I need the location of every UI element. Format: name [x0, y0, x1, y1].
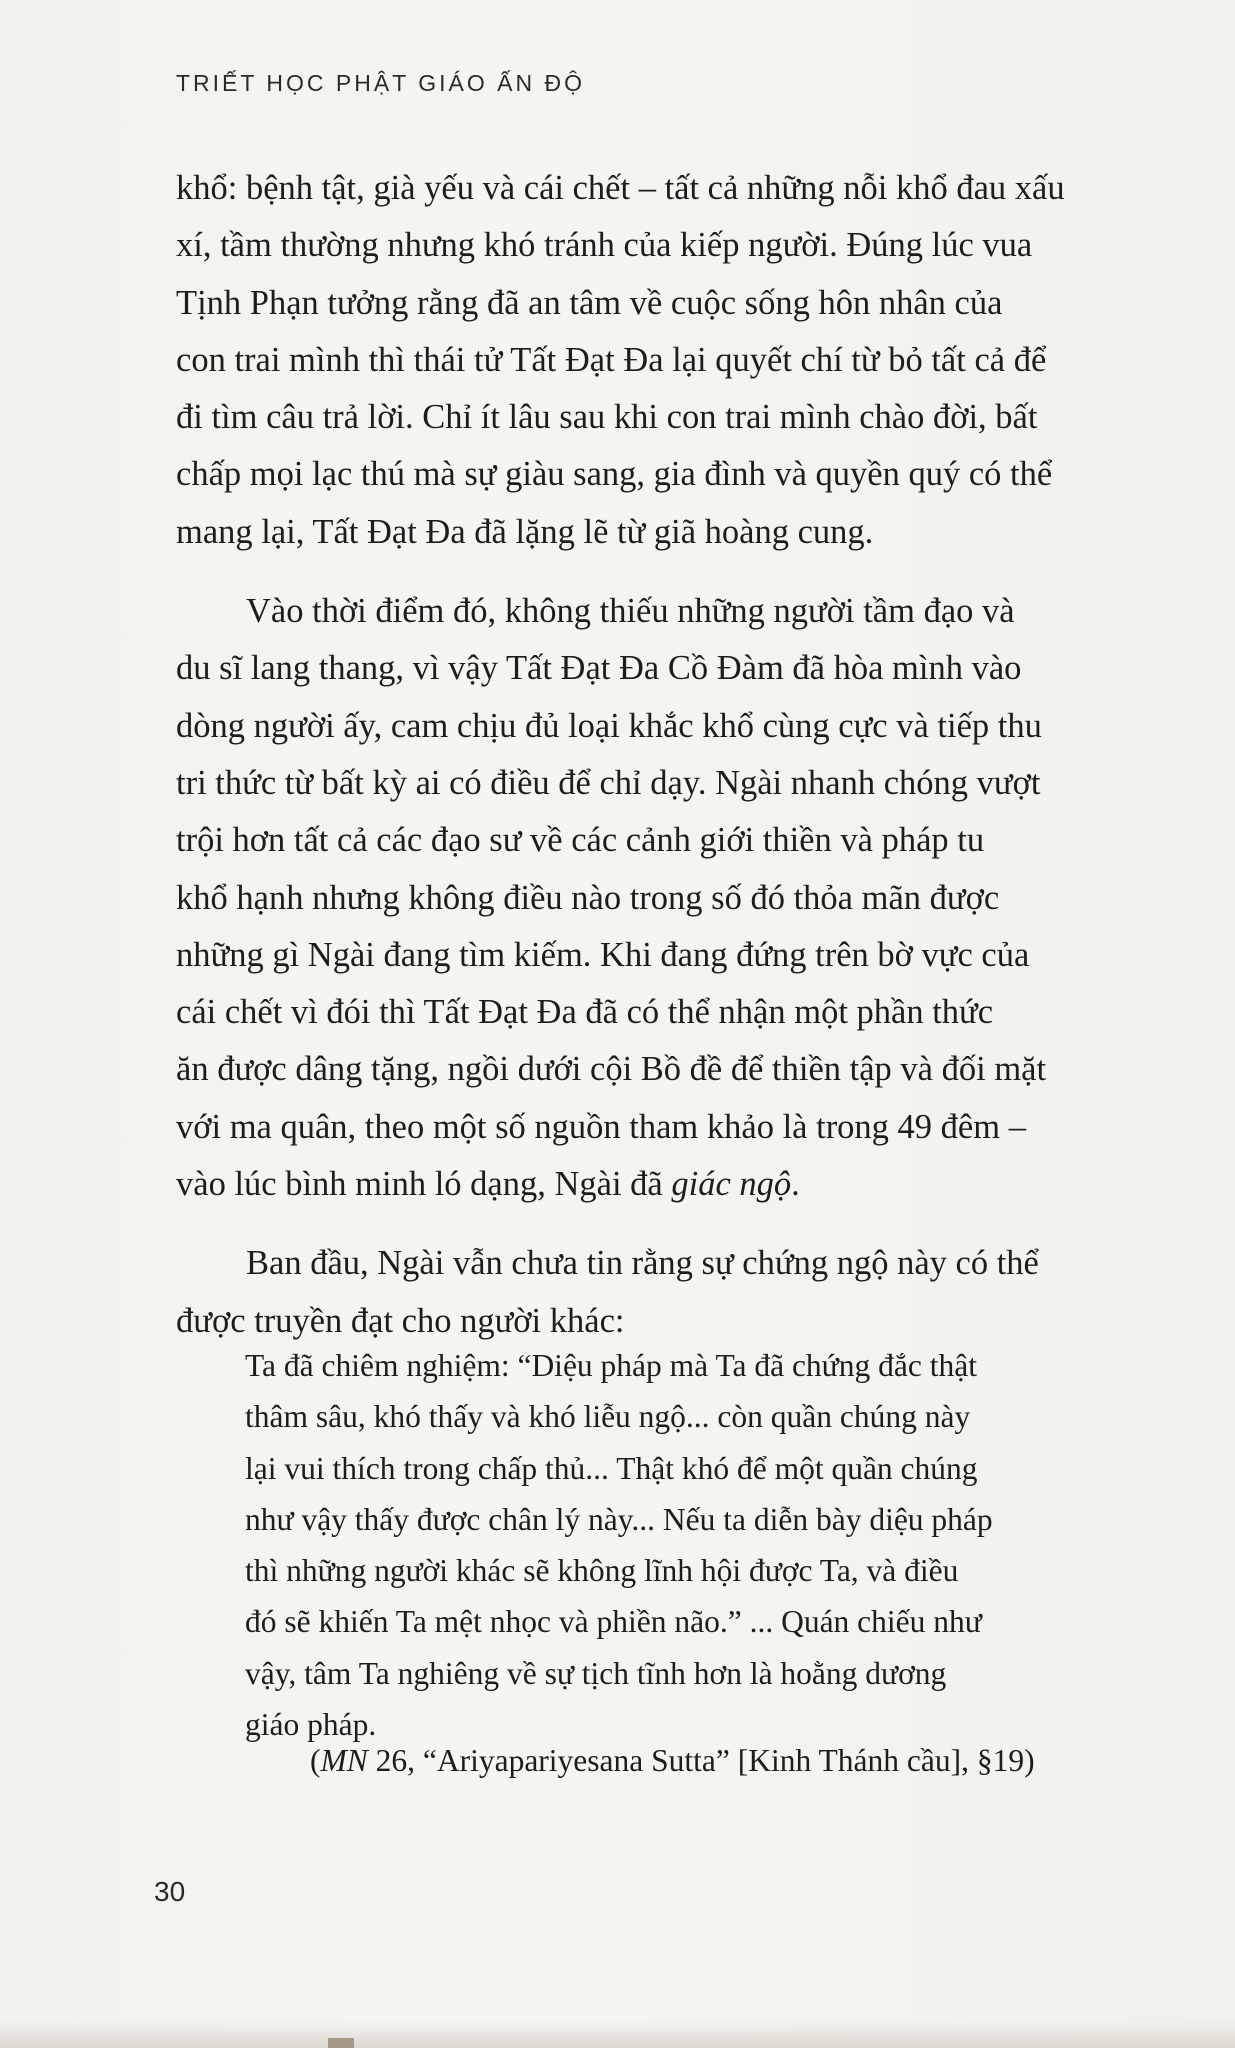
- bookmark-edge: [328, 2038, 354, 2048]
- text-line: con trai mình thì thái tử Tất Đạt Đa lại quyết chí từ bỏ tất cả để: [176, 340, 1047, 379]
- quote-line: giáo pháp.: [245, 1707, 377, 1743]
- text-line: với ma quân, theo một số nguồn tham khảo là trong 49 đêm –: [176, 1107, 1026, 1146]
- body-text: [176, 160, 1116, 1350]
- text-line: những gì Ngài đang tìm kiếm. Khi đang đứng trên bờ vực của: [176, 935, 1030, 974]
- text-run: .: [791, 1165, 800, 1204]
- quote-line: như vậy thấy được chân lý này... Nếu ta diễn bày diệu pháp: [245, 1501, 993, 1537]
- text-line: đi tìm câu trả lời. Chỉ ít lâu sau khi con trai mình chào đời, bất: [176, 398, 1038, 437]
- quote-line: đó sẽ khiến Ta mệt nhọc và phiền não.” ... Quán chiếu như: [245, 1604, 982, 1640]
- quote-citation: [310, 1743, 1035, 1779]
- quote-line: lại vui thích trong chấp thủ... Thật khó để một quần chúng: [245, 1450, 978, 1486]
- quote-line: vậy, tâm Ta nghiêng về sự tịch tĩnh hơn là hoằng dương: [245, 1655, 947, 1691]
- text-line: khổ hạnh nhưng không điều nào trong số đó thỏa mãn được: [176, 878, 1000, 917]
- citation-source: MN: [320, 1743, 368, 1778]
- running-header: TRIẾT HỌC PHẬT GIÁO ẤN ĐỘ: [176, 70, 585, 96]
- text-line: xí, tầm thường nhưng khó tránh của kiếp người. Đúng lúc vua: [176, 226, 1033, 265]
- quote-line: thâm sâu, khó thấy và khó liễu ngộ... còn quần chúng này: [245, 1399, 971, 1435]
- paragraph-1: [176, 160, 1116, 561]
- text-line: mang lại, Tất Đạt Đa đã lặng lẽ từ giã hoàng cung.: [176, 512, 874, 551]
- page-number: 30: [154, 1876, 186, 1907]
- text-line: khổ: bệnh tật, già yếu và cái chết – tất cả những nỗi khổ đau xấu: [176, 169, 1065, 207]
- text-line: dòng người ấy, cam chịu đủ loại khắc khổ cùng cực và tiếp thu: [176, 706, 1042, 745]
- italic-term: giác ngộ: [671, 1165, 792, 1204]
- text-line: ăn được dâng tặng, ngồi dưới cội Bồ đề để thiền tập và đối mặt: [176, 1050, 1047, 1089]
- text-line: trội hơn tất cả các đạo sư về các cảnh giới thiền và pháp tu: [176, 821, 985, 860]
- text-line-last: [176, 1156, 1116, 1213]
- paragraph-3: [176, 1235, 1116, 1350]
- text-line: chấp mọi lạc thú mà sự giàu sang, gia đình và quyền quý có thể: [176, 455, 1053, 494]
- block-quote: [245, 1340, 1085, 1750]
- paragraph-2: [176, 583, 1116, 1213]
- text-line: tri thức từ bất kỳ ai có điều để chỉ dạy. Ngài nhanh chóng vượt: [176, 763, 1041, 802]
- text-line: Vào thời điểm đó, không thiếu những người tầm đạo và: [246, 592, 1015, 631]
- quote-line: thì những người khác sẽ không lĩnh hội được Ta, và điều: [245, 1553, 959, 1589]
- citation-open: (: [310, 1743, 321, 1778]
- text-line: du sĩ lang thang, vì vậy Tất Đạt Đa Cồ Đàm đã hòa mình vào: [176, 649, 1022, 688]
- quote-line: Ta đã chiêm nghiệm: “Diệu pháp mà Ta đã chứng đắc thật: [245, 1348, 977, 1383]
- text-line: cái chết vì đói thì Tất Đạt Đa đã có thể nhận một phần thức: [176, 993, 994, 1032]
- text-line: Ban đầu, Ngài vẫn chưa tin rằng sự chứng ngộ này có thể: [246, 1244, 1039, 1283]
- text-run: vào lúc bình minh ló dạng, Ngài đã: [176, 1165, 672, 1204]
- citation-rest: 26, “Ariyapariyesana Sutta” [Kinh Thánh cầu], §19): [367, 1743, 1035, 1778]
- text-line: Tịnh Phạn tưởng rằng đã an tâm về cuộc sống hôn nhân của: [176, 283, 1003, 322]
- text-line: được truyền đạt cho người khác:: [176, 1301, 625, 1340]
- page-edge-shadow: [0, 2020, 1235, 2048]
